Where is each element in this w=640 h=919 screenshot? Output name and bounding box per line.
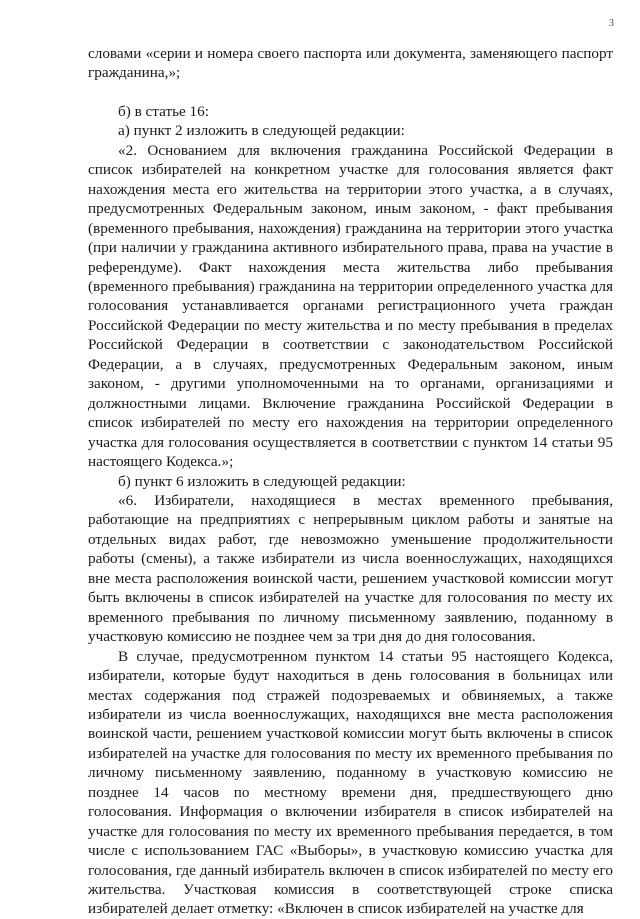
paragraph-point-2-text: «2. Основанием для включения гражданина Российской Федерации в список избирателей на конкретном участке для голосования является факт нахождения места его жительства на территории этого участка, а в случаях, предусмотренных Федеральным законом, иным законом, - факт пребывания (временного пребывания, нахождения) гражданина на территории этого участка (при наличии у гражданина активного избирательного права, права на участие в референдуме). Факт нахождения места жительства либо пребывания (временного пребывания) гражданина на территории определенного участка для голосования устанавливается органами регистрационного учета граждан Российской Федерации по месту жительства и по месту пребывания в пределах Российской Федерации в соответствии с законодательством Российской Федерации, а в случаях, предусмотренных Федеральным законом, иным законом, - другими уполномоченными на то органами, организациями и должностными лицами. Включение гражданина Российской Федерации в список избирателей по месту его нахождения на территории определенного участка для голосования осуществляется в соответствии с пунктом 14 статьи 95 настоящего Кодекса.»; [88,141,613,471]
paragraph-continuation: словами «серии и номера своего паспорта или документа, заменяющего паспорт гражданина,»; [88,45,613,82]
paragraph-article-16-heading: б) в статье 16: [118,102,209,120]
document-body [88,44,613,919]
paragraph-point-6-intro: б) пункт 6 изложить в следующей редакции: [118,472,406,490]
paragraph-point-6-second: В случае, предусмотренном пунктом 14 статьи 95 настоящего Кодекса, избиратели, которые будут находиться в день голосования в больницах или местах содержания под стражей подозреваемых и обвиняемых, а также избиратели из числа военнослужащих, находящихся вне места расположения воинской части, решением участковой комиссии могут быть включены в список избирателей на участке для голосования по месту их временного пребывания по личному письменному заявлению, поданному в участковую комиссию не позднее 14 часов по местному времени дня, предшествующего дню голосования. Информация о включении избирателя в список избирателей на участке для голосования по месту их временного пребывания передается, в том числе с использованием ГАС «Выборы», в участковую комиссию участка для голосования, где данный избиратель включен в список избирателей по месту его жительства. Участковая комиссия в соответствующей строке списка избирателей делает отметку: «Включен в список избирателей на участке для [88,647,613,918]
paragraph-point-2-intro: а) пункт 2 изложить в следующей редакции: [118,122,405,140]
paragraph-point-6-text: «6. Избиратели, находящиеся в местах временного пребывания, работающие на предприятиях с непрерывным циклом работы и занятые на отдельных видах работ, где невозможно уменьшение продолжительности работы (смены), а также избиратели из числа военнослужащих, находящихся вне места расположения воинской части, решением участковой комиссии могут быть включены в список избирателей на участке для голосования по месту их временного пребывания по личному письменному заявлению, поданному в участковую комиссию не позднее чем за три дня до дня голосования. [88,491,613,646]
page-number: 3 [609,18,614,29]
